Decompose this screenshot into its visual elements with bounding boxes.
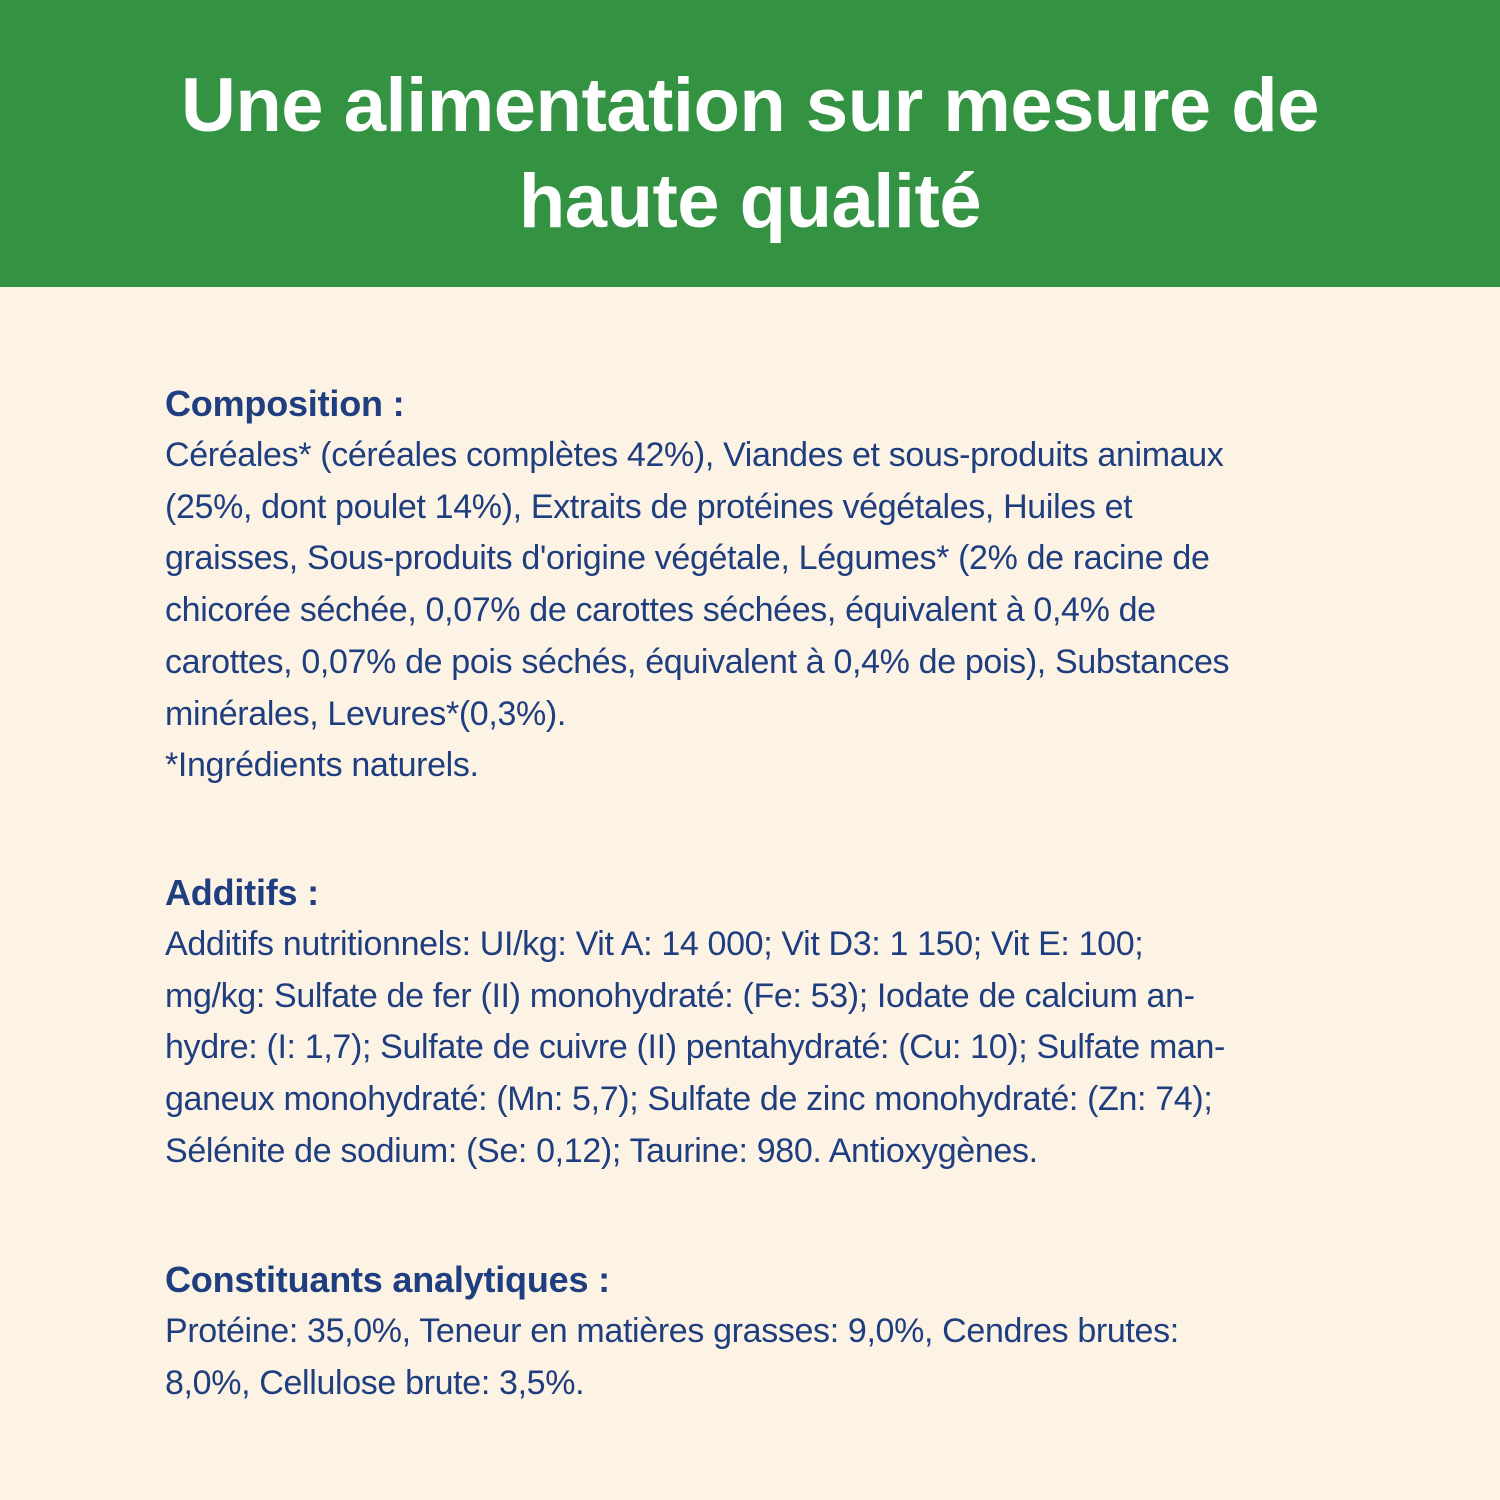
composition-footnote: *Ingrédients naturels. (165, 746, 479, 785)
constituants-text-line: 8,0%, Cellulose brute: 3,5%. (165, 1363, 585, 1402)
constituants-text (165, 1306, 1365, 1409)
additifs-section (165, 867, 1365, 1178)
composition-section (165, 378, 1365, 792)
page-title (0, 58, 1500, 250)
additifs-text-line: hydre: (I: 1,7); Sulfate de cuivre (II) pentahydraté: (Cu: 10); Sulfate man- (165, 1028, 1226, 1067)
composition-text-line: minérales, Levures*(0,3%). (165, 694, 566, 733)
additifs-text-line: mg/kg: Sulfate de fer (II) monohydraté: (Fe: 53); Iodate de calcium an- (165, 976, 1195, 1015)
constituants-heading: Constituants analytiques : (165, 1259, 610, 1300)
additifs-heading: Additifs : (165, 872, 319, 913)
constituants-section (165, 1254, 1365, 1409)
composition-text-line: Céréales* (céréales complètes 42%), Viandes et sous-produits animaux (165, 436, 1224, 474)
additifs-text-line: ganeux monohydraté: (Mn: 5,7); Sulfate de zinc monohydraté: (Zn: 74); (165, 1080, 1213, 1119)
header-banner (0, 0, 1500, 287)
composition-text-line: (25%, dont poulet 14%), Extraits de protéines végétales, Huiles et (165, 487, 1133, 526)
composition-text-line: chicorée séchée, 0,07% de carottes séchées, équivalent à 0,4% de (165, 591, 1156, 630)
composition-heading: Composition : (165, 383, 405, 424)
additifs-text-line: Sélénite de sodium: (Se: 0,12); Taurine: 980. Antioxygènes. (165, 1131, 1038, 1170)
constituants-text-line: Protéine: 35,0%, Teneur en matières grasses: 9,0%, Cendres brutes: (165, 1312, 1179, 1350)
page-title-line: haute qualité (518, 159, 982, 244)
additifs-text (165, 919, 1365, 1178)
composition-text (165, 430, 1365, 792)
page-title-line: Une alimentation sur mesure de (181, 63, 1319, 148)
composition-text-line: graisses, Sous-produits d'origine végétale, Légumes* (2% de racine de (165, 539, 1210, 578)
additifs-text-line: Additifs nutritionnels: UI/kg: Vit A: 14 000; Vit D3: 1 150; Vit E: 100; (165, 925, 1144, 963)
composition-text-line: carottes, 0,07% de pois séchés, équivalent à 0,4% de pois), Substances (165, 642, 1230, 681)
